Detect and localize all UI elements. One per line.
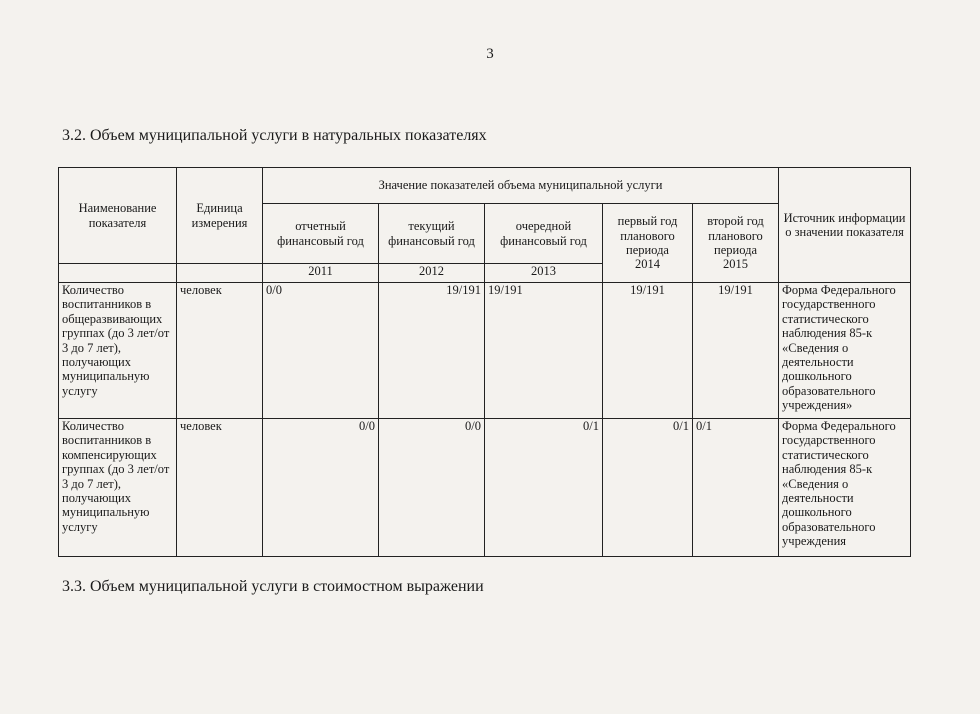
- header-unit-spacer: [177, 264, 263, 283]
- row-indicator: Количество воспитанников в общеразвивающих группах (до 3 лет/от 3 до 7 лет), получающих муниципальную услугу: [59, 283, 177, 419]
- row-value: 0/1: [693, 419, 779, 557]
- row-unit: человек: [177, 419, 263, 557]
- row-source: Форма Федерального государственного статистического наблюдения 85-к «Сведения о деятельности дошкольного образовательного учреждения: [779, 419, 911, 557]
- row-value: 0/0: [263, 283, 379, 419]
- row-value: 19/191: [485, 283, 603, 419]
- header-period-plan-first: [603, 204, 693, 283]
- row-value: 19/191: [379, 283, 485, 419]
- row-value: 0/0: [379, 419, 485, 557]
- table-row: [59, 419, 911, 557]
- header-period-plan-first-label: первый год планового периода: [617, 214, 678, 257]
- header-year-2012: 2012: [379, 264, 485, 283]
- row-unit: человек: [177, 283, 263, 419]
- header-period-next: очередной финансовый год: [485, 204, 603, 264]
- header-period-current: текущий финансовый год: [379, 204, 485, 264]
- page-number: 3: [486, 46, 494, 62]
- header-indicator-name: Наименование показателя: [59, 168, 177, 264]
- row-value: 19/191: [693, 283, 779, 419]
- row-value: 0/1: [485, 419, 603, 557]
- header-source: Источник информации о значении показателя: [779, 168, 911, 283]
- header-period-plan-second-label: второй год планового периода: [707, 214, 764, 257]
- section-heading-cost-terms: 3.3. Объем муниципальной услуги в стоимостном выражении: [62, 578, 484, 595]
- header-year-2011: 2011: [263, 264, 379, 283]
- header-year-2015: 2015: [723, 257, 749, 272]
- header-year-2014: 2014: [635, 257, 660, 272]
- table-row: [59, 283, 911, 419]
- row-source: Форма Федерального государственного статистического наблюдения 85-к «Сведения о деятельности дошкольного образовательного учреждения»: [779, 283, 911, 419]
- header-unit: Единица измерения: [177, 168, 263, 264]
- header-indicator-spacer: [59, 264, 177, 283]
- row-value: 0/0: [263, 419, 379, 557]
- row-indicator: Количество воспитанников в компенсирующих группах (до 3 лет/от 3 до 7 лет), получающих муниципальную услугу: [59, 419, 177, 557]
- row-value: 19/191: [603, 283, 693, 419]
- header-values-group: Значение показателей объема муниципальной услуги: [263, 168, 779, 204]
- header-period-reporting: отчетный финансовый год: [263, 204, 379, 264]
- header-period-plan-second: [693, 204, 779, 283]
- section-heading-natural-indicators: 3.2. Объем муниципальной услуги в натуральных показателях: [62, 127, 487, 144]
- row-value: 0/1: [603, 419, 693, 557]
- volume-indicators-table: [58, 167, 911, 557]
- header-year-2013: 2013: [485, 264, 603, 283]
